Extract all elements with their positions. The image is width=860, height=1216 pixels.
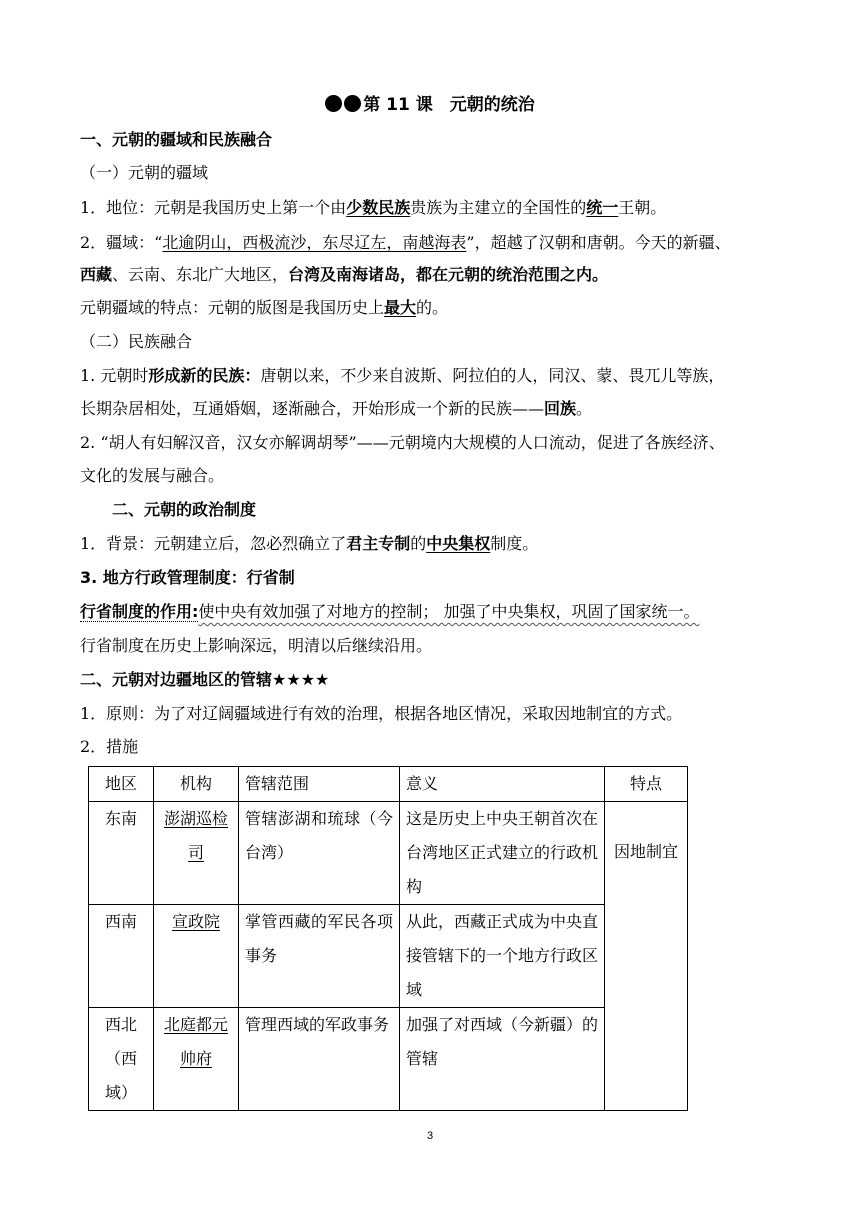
section-heading-2: 二、元朝的政治制度 xyxy=(112,500,257,519)
bullet-dot-icon xyxy=(344,95,361,112)
table-cell-org: 北庭都元帅府 xyxy=(154,1008,239,1111)
paragraph: 元朝疆域的特点：元朝的版图是我国历史上最大的。 xyxy=(80,298,449,317)
table-cell-region: 西南 xyxy=(89,905,154,1008)
bullet-dot-icon xyxy=(325,95,342,112)
table-row xyxy=(89,802,688,905)
paragraph: 3. 地方行政管理制度：行省制 xyxy=(80,568,295,587)
paragraph: 长期杂居相处，互通婚姻，逐渐融合，开始形成一个新的民族——回族。 xyxy=(80,399,593,418)
table-cell-feature: 因地制宜 xyxy=(605,802,688,1111)
paragraph: 行省制度的作用:使中央有效加强了对地方的控制； 加强了中央集权，巩固了国家统一。 xyxy=(80,602,700,621)
table-header: 机构 xyxy=(154,767,239,802)
table-cell-scope: 管辖澎湖和琉球（今台湾） xyxy=(239,802,400,905)
table-cell-org: 澎湖巡检司 xyxy=(154,802,239,905)
paragraph: 2. “胡人有妇解汉音，汉女亦解调胡琴”——元朝境内大规模的人口流动，促进了各族经济、 xyxy=(80,433,725,452)
paragraph: 2．疆域：“北逾阴山，西极流沙，东尽辽左，南越海表”，超越了汉朝和唐朝。今天的新疆、 xyxy=(80,233,731,252)
table-row xyxy=(89,905,688,1008)
table-cell-region: 西北（西域） xyxy=(89,1008,154,1111)
table-header: 地区 xyxy=(89,767,154,802)
frontier-administration-table xyxy=(88,766,688,1111)
paragraph: 2．措施 xyxy=(80,737,139,756)
paragraph: 文化的发展与融合。 xyxy=(80,466,225,485)
paragraph: 1．原则：为了对辽阔疆域进行有效的治理，根据各地区情况，采取因地制宜的方式。 xyxy=(80,704,683,723)
table-header-row xyxy=(89,767,688,802)
paragraph: 1. 元朝时形成新的民族：唐朝以来，不少来自波斯、阿拉伯的人，同汉、蒙、畏兀儿等族， xyxy=(80,366,725,385)
subheading-territory: （一）元朝的疆域 xyxy=(80,163,209,182)
table-header: 特点 xyxy=(605,767,688,802)
table-cell-meaning: 这是历史上中央王朝首次在台湾地区正式建立的行政机构 xyxy=(400,802,605,905)
table-cell-org: 宣政院 xyxy=(154,905,239,1008)
table-cell-scope: 管理西域的军政事务 xyxy=(239,1008,400,1111)
table-row xyxy=(89,1008,688,1111)
table-cell-meaning: 加强了对西域（今新疆）的管辖 xyxy=(400,1008,605,1111)
paragraph: 西藏、云南、东北广大地区，台湾及南海诸岛，都在元朝的统治范围之内。 xyxy=(80,265,609,284)
table-header: 管辖范围 xyxy=(239,767,400,802)
page-number: 3 xyxy=(426,1130,434,1142)
paragraph: 1．背景：元朝建立后，忽必烈确立了君主专制的中央集权制度。 xyxy=(80,534,539,553)
section-heading-3: 二、元朝对边疆地区的管辖★★★★ xyxy=(80,670,330,689)
table-header: 意义 xyxy=(400,767,605,802)
section-heading-1: 一、元朝的疆域和民族融合 xyxy=(80,130,273,149)
table-cell-region: 东南 xyxy=(89,802,154,905)
subheading-fusion: （二）民族融合 xyxy=(80,332,193,351)
page-title: 第 11 课 元朝的统治 xyxy=(0,90,860,115)
table-cell-scope: 掌管西藏的军民各项事务 xyxy=(239,905,400,1008)
table-cell-meaning: 从此，西藏正式成为中央直接管辖下的一个地方行政区域 xyxy=(400,905,605,1008)
paragraph: 行省制度在历史上影响深远，明清以后继续沿用。 xyxy=(80,636,433,655)
paragraph: 1．地位：元朝是我国历史上第一个由少数民族贵族为主建立的全国性的统一王朝。 xyxy=(80,198,667,217)
